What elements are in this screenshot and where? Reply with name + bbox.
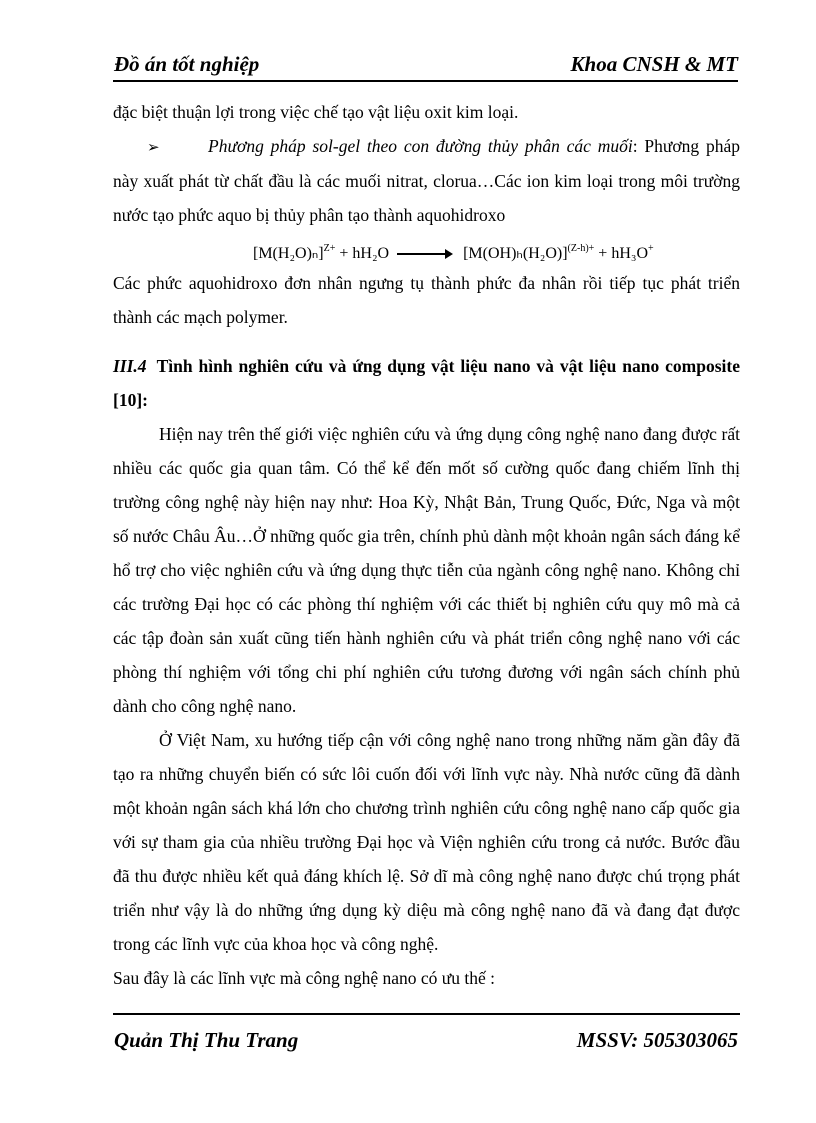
page-footer: [113, 1013, 740, 1052]
page-content: [113, 95, 740, 995]
bullet-method-title: Phương pháp sol-gel theo con đường thủy phân các muối: [208, 136, 633, 156]
eq-product-complex: [M(OH)ₕ(H₂O)]: [463, 245, 568, 262]
section-title: Tình hình nghiên cứu và ứng dụng vật liệu nano và vật liệu nano composite [10]:: [113, 356, 740, 410]
hydrolysis-equation: [113, 232, 740, 266]
paragraph-world-research: Hiện nay trên thế giới việc nghiên cứu và ứng dụng công nghệ nano đang được rất nhiều các quốc gia quan tâm. Có thể kể đến mốt số cường quốc đang chiếm lĩnh thị trường công nghệ này hiện nay như: Hoa Kỳ, Nhật Bản, Trung Quốc, Đức, Nga và một số nước Châu Âu…Ở những quốc gia trên, chính phủ dành một khoản ngân sách đáng kể hổ trợ cho việc nghiên cứu và ứng dụng thực tiễn của ngành công nghệ nano. Không chỉ các trường Đại học có các phòng thí nghiệm với các thiết bị nghiên cứu quy mô mà cả các tập đoàn sản xuất cũng tiến hành nghiên cứu và phát triển công nghệ nano với các phòng thí nghiệm với tổng chi phí nghiên cứu tương đương với ngân sách chính phủ dành cho công nghệ nano.: [113, 424, 740, 716]
section-heading: [113, 349, 740, 417]
eq-product-charge: (Z-h)+: [567, 243, 595, 254]
bullet-paragraph: [113, 129, 740, 232]
footer-author: Quản Thị Thu Trang: [114, 1028, 299, 1052]
bullet-description: : Phương pháp này xuất phát từ chất đầu là các muối nitrat, clorua…Các ion kim loại trong môi trường nước tạo phức aquo bị thủy phân tạo thành aquohidroxo: [113, 136, 740, 225]
bullet-arrow-icon: ➢: [147, 138, 160, 156]
reaction-arrow-icon: [397, 253, 451, 255]
eq-reactant-charge: Z+: [323, 243, 336, 254]
paragraph-vietnam-research: Ở Việt Nam, xu hướng tiếp cận với công nghệ nano trong những năm gần đây đã tạo ra những chuyển biến có sức lôi cuốn đối với lĩnh vực này. Nhà nước cũng đã dành một khoản ngân sách khá lớn cho chương trình nghiên cứu công nghệ nano cấp quốc gia với sự tham gia của nhiều trường Đại học và Viện nghiên cứu trong cả nước. Bước đầu đã thu được nhiều kết quả đáng khích lệ. Sở dĩ mà công nghệ nano được chú trọng phát triển như vậy là do những ứng dụng kỳ diệu mà công nghệ nano đã và đang đạt được trong các lĩnh vực của khoa học và công nghệ.: [113, 730, 740, 954]
paragraph-fields-intro: Sau đây là các lĩnh vực mà công nghệ nano có ưu thế :: [113, 968, 495, 988]
page-header: [113, 52, 738, 82]
header-title: Đồ án tốt nghiệp: [114, 52, 260, 76]
header-department: Khoa CNSH & MT: [570, 52, 738, 76]
eq-plus: +: [598, 245, 608, 262]
polymer-paragraph: Các phức aquohidroxo đơn nhân ngưng tụ thành phức đa nhân rồi tiếp tục phát triển thành các mạch polymer.: [113, 273, 740, 327]
footer-student-id: MSSV: 505303065: [576, 1028, 738, 1052]
eq-water: hH₂O: [352, 245, 390, 262]
section-number: III.4: [113, 356, 147, 376]
eq-plus: +: [339, 245, 349, 262]
continuation-line: đặc biệt thuận lợi trong việc chế tạo vật liệu oxit kim loại.: [113, 102, 519, 122]
eq-hydronium: hH₃O: [611, 245, 649, 262]
eq-reactant-complex: [M(H₂O)ₙ]: [253, 245, 324, 262]
eq-hydronium-charge: +: [648, 243, 654, 254]
